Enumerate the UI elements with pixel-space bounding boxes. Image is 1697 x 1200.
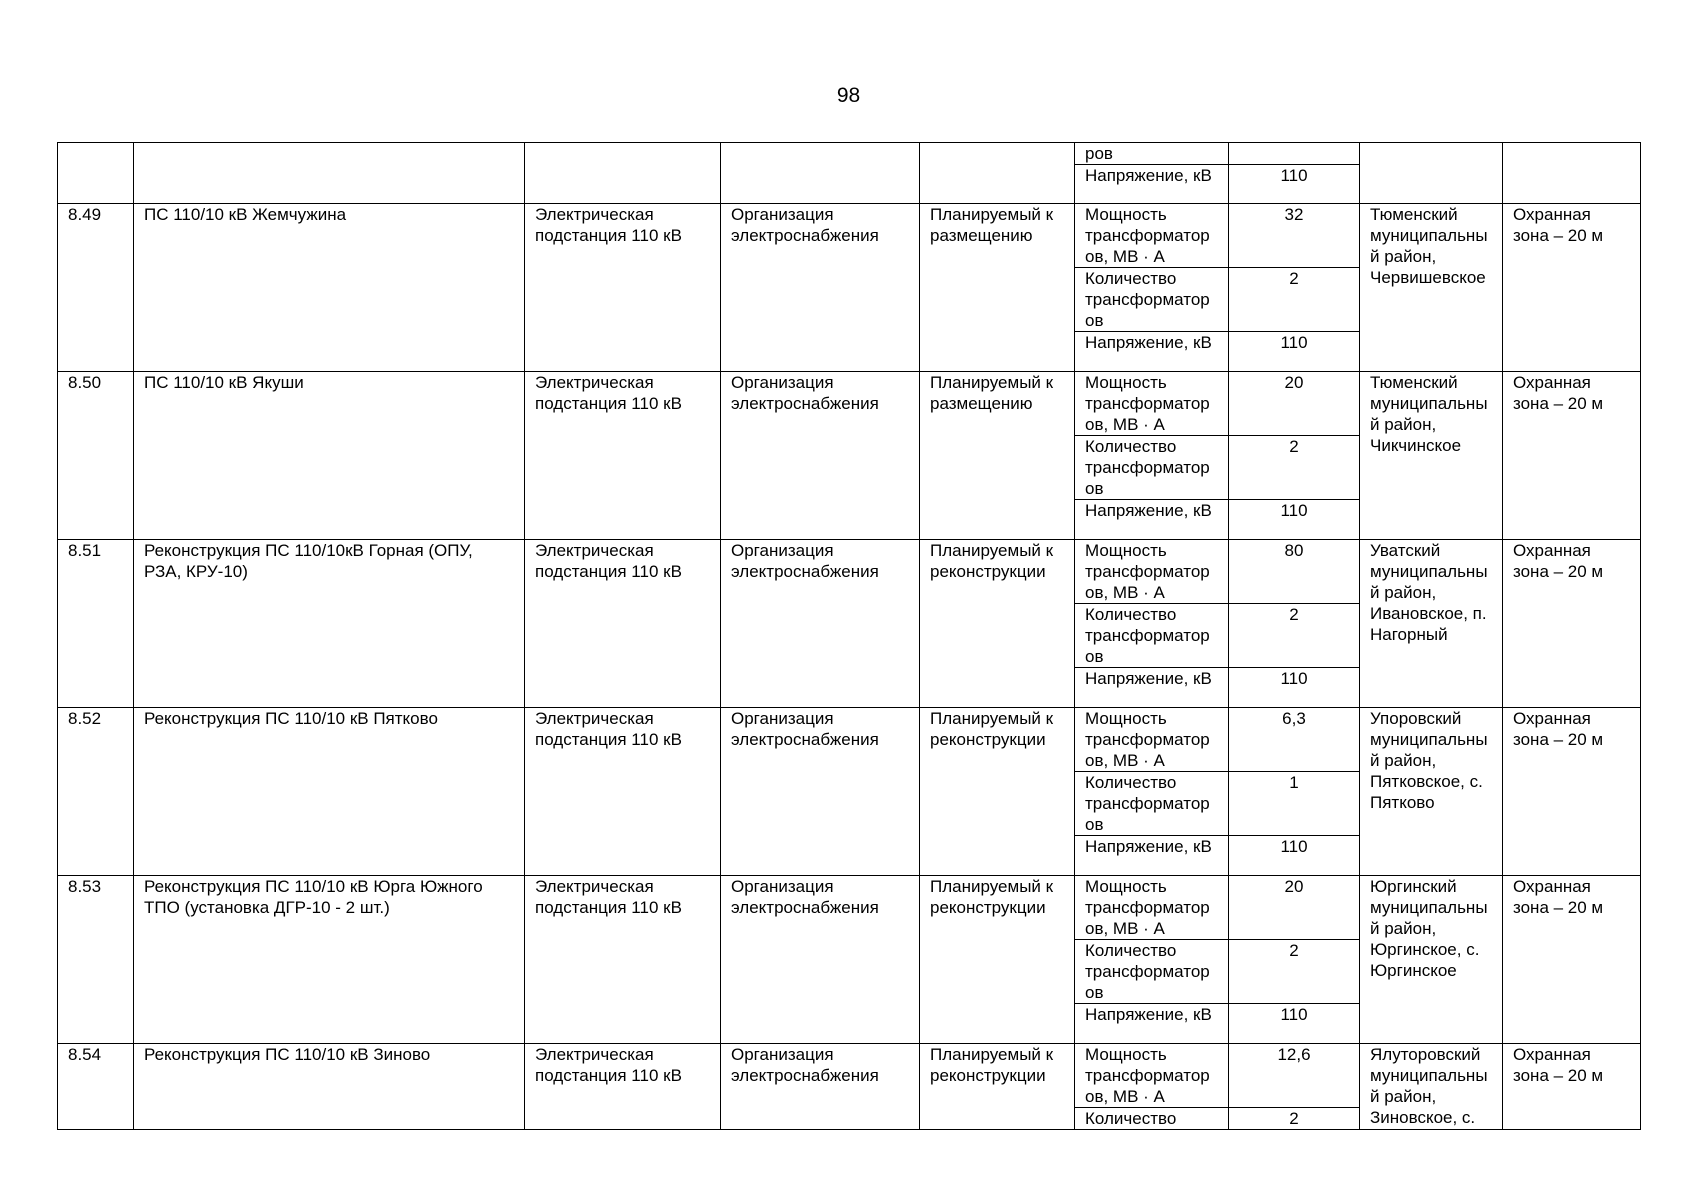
param-value: 2 [1229,604,1360,668]
continuation-row [58,143,1641,165]
param-label: Количество трансформаторов [1075,604,1229,668]
param-value: 110 [1229,836,1360,876]
object-zone: Охранная зона – 20 м [1503,1044,1641,1130]
object-name: ПС 110/10 кВ Якуши [134,372,525,540]
table-row [58,540,1641,604]
object-type: Электрическая подстанция 110 кВ [525,876,721,1044]
object-purpose: Организация электроснабжения [721,540,920,708]
object-zone: Охранная зона – 20 м [1503,708,1641,876]
param-value: 2 [1229,268,1360,332]
object-type: Электрическая подстанция 110 кВ [525,708,721,876]
param-value: 1 [1229,772,1360,836]
object-purpose: Организация электроснабжения [721,204,920,372]
param-value: 2 [1229,1108,1360,1130]
param-label: Мощность трансформаторов, МВ · А [1075,540,1229,604]
param-label: ров [1075,143,1229,165]
param-value: 110 [1229,332,1360,372]
object-name: Реконструкция ПС 110/10 кВ Юрга Южного ТПО (установка ДГР-10 - 2 шт.) [134,876,525,1044]
object-number: 8.49 [58,204,134,372]
object-location: Тюменский муниципальный район, Червишевское [1360,204,1503,372]
objects-table-body [58,143,1641,1130]
object-number: 8.51 [58,540,134,708]
param-label: Количество трансформаторов [1075,268,1229,332]
object-name: Реконструкция ПС 110/10кВ Горная (ОПУ, РЗА, КРУ-10) [134,540,525,708]
object-location: Тюменский муниципальный район, Чикчинское [1360,372,1503,540]
object-purpose: Организация электроснабжения [721,876,920,1044]
object-zone: Охранная зона – 20 м [1503,372,1641,540]
object-purpose: Организация электроснабжения [721,1044,920,1130]
param-label: Количество [1075,1108,1229,1130]
object-number: 8.52 [58,708,134,876]
object-number: 8.54 [58,1044,134,1130]
param-value: 2 [1229,436,1360,500]
purpose-cell [721,143,920,204]
object-type: Электрическая подстанция 110 кВ [525,372,721,540]
param-label: Мощность трансформаторов, МВ · А [1075,708,1229,772]
object-type: Электрическая подстанция 110 кВ [525,204,721,372]
param-value: 32 [1229,204,1360,268]
status-cell [920,143,1075,204]
object-name: Реконструкция ПС 110/10 кВ Зиново [134,1044,525,1130]
param-value: 6,3 [1229,708,1360,772]
objects-table [57,142,1641,1130]
object-status: Планируемый к реконструкции [920,708,1075,876]
type-cell [525,143,721,204]
param-value: 80 [1229,540,1360,604]
location-cell [1360,143,1503,204]
param-value: 12,6 [1229,1044,1360,1108]
param-value: 110 [1229,1004,1360,1044]
object-name: ПС 110/10 кВ Жемчужина [134,204,525,372]
object-zone: Охранная зона – 20 м [1503,204,1641,372]
param-label: Напряжение, кВ [1075,836,1229,876]
param-label: Напряжение, кВ [1075,668,1229,708]
table-row [58,372,1641,436]
table-row [58,204,1641,268]
param-label: Мощность трансформаторов, МВ · А [1075,876,1229,940]
object-location: Ялуторовский муниципальный район, Зиновское, с. [1360,1044,1503,1130]
param-label: Напряжение, кВ [1075,500,1229,540]
table-row [58,1044,1641,1108]
object-location: Упоровский муниципальный район, Пятковское, с. Пятково [1360,708,1503,876]
object-status: Планируемый к размещению [920,372,1075,540]
param-value: 110 [1229,500,1360,540]
object-type: Электрическая подстанция 110 кВ [525,1044,721,1130]
object-purpose: Организация электроснабжения [721,708,920,876]
param-label: Количество трансформаторов [1075,436,1229,500]
param-label: Количество трансформаторов [1075,940,1229,1004]
object-status: Планируемый к размещению [920,204,1075,372]
object-location: Юргинский муниципальный район, Юргинское, с. Юргинское [1360,876,1503,1044]
param-label: Напряжение, кВ [1075,165,1229,204]
table-row [58,876,1641,940]
param-label: Напряжение, кВ [1075,1004,1229,1044]
table-row [58,708,1641,772]
object-type: Электрическая подстанция 110 кВ [525,540,721,708]
object-number: 8.53 [58,876,134,1044]
object-name: Реконструкция ПС 110/10 кВ Пятково [134,708,525,876]
name-cell [134,143,525,204]
param-value: 110 [1229,668,1360,708]
param-label: Мощность трансформаторов, МВ · А [1075,204,1229,268]
param-value [1229,143,1360,165]
object-location: Уватский муниципальный район, Ивановское, п. Нагорный [1360,540,1503,708]
param-label: Напряжение, кВ [1075,332,1229,372]
object-status: Планируемый к реконструкции [920,876,1075,1044]
num-cell [58,143,134,204]
object-status: Планируемый к реконструкции [920,1044,1075,1130]
param-value: 20 [1229,372,1360,436]
zone-cell [1503,143,1641,204]
param-label: Количество трансформаторов [1075,772,1229,836]
param-value: 2 [1229,940,1360,1004]
param-label: Мощность трансформаторов, МВ · А [1075,1044,1229,1108]
object-status: Планируемый к реконструкции [920,540,1075,708]
object-number: 8.50 [58,372,134,540]
object-zone: Охранная зона – 20 м [1503,540,1641,708]
param-value: 20 [1229,876,1360,940]
object-zone: Охранная зона – 20 м [1503,876,1641,1044]
page-number: 98 [836,84,861,107]
param-value: 110 [1229,165,1360,204]
param-label: Мощность трансформаторов, МВ · А [1075,372,1229,436]
object-purpose: Организация электроснабжения [721,372,920,540]
